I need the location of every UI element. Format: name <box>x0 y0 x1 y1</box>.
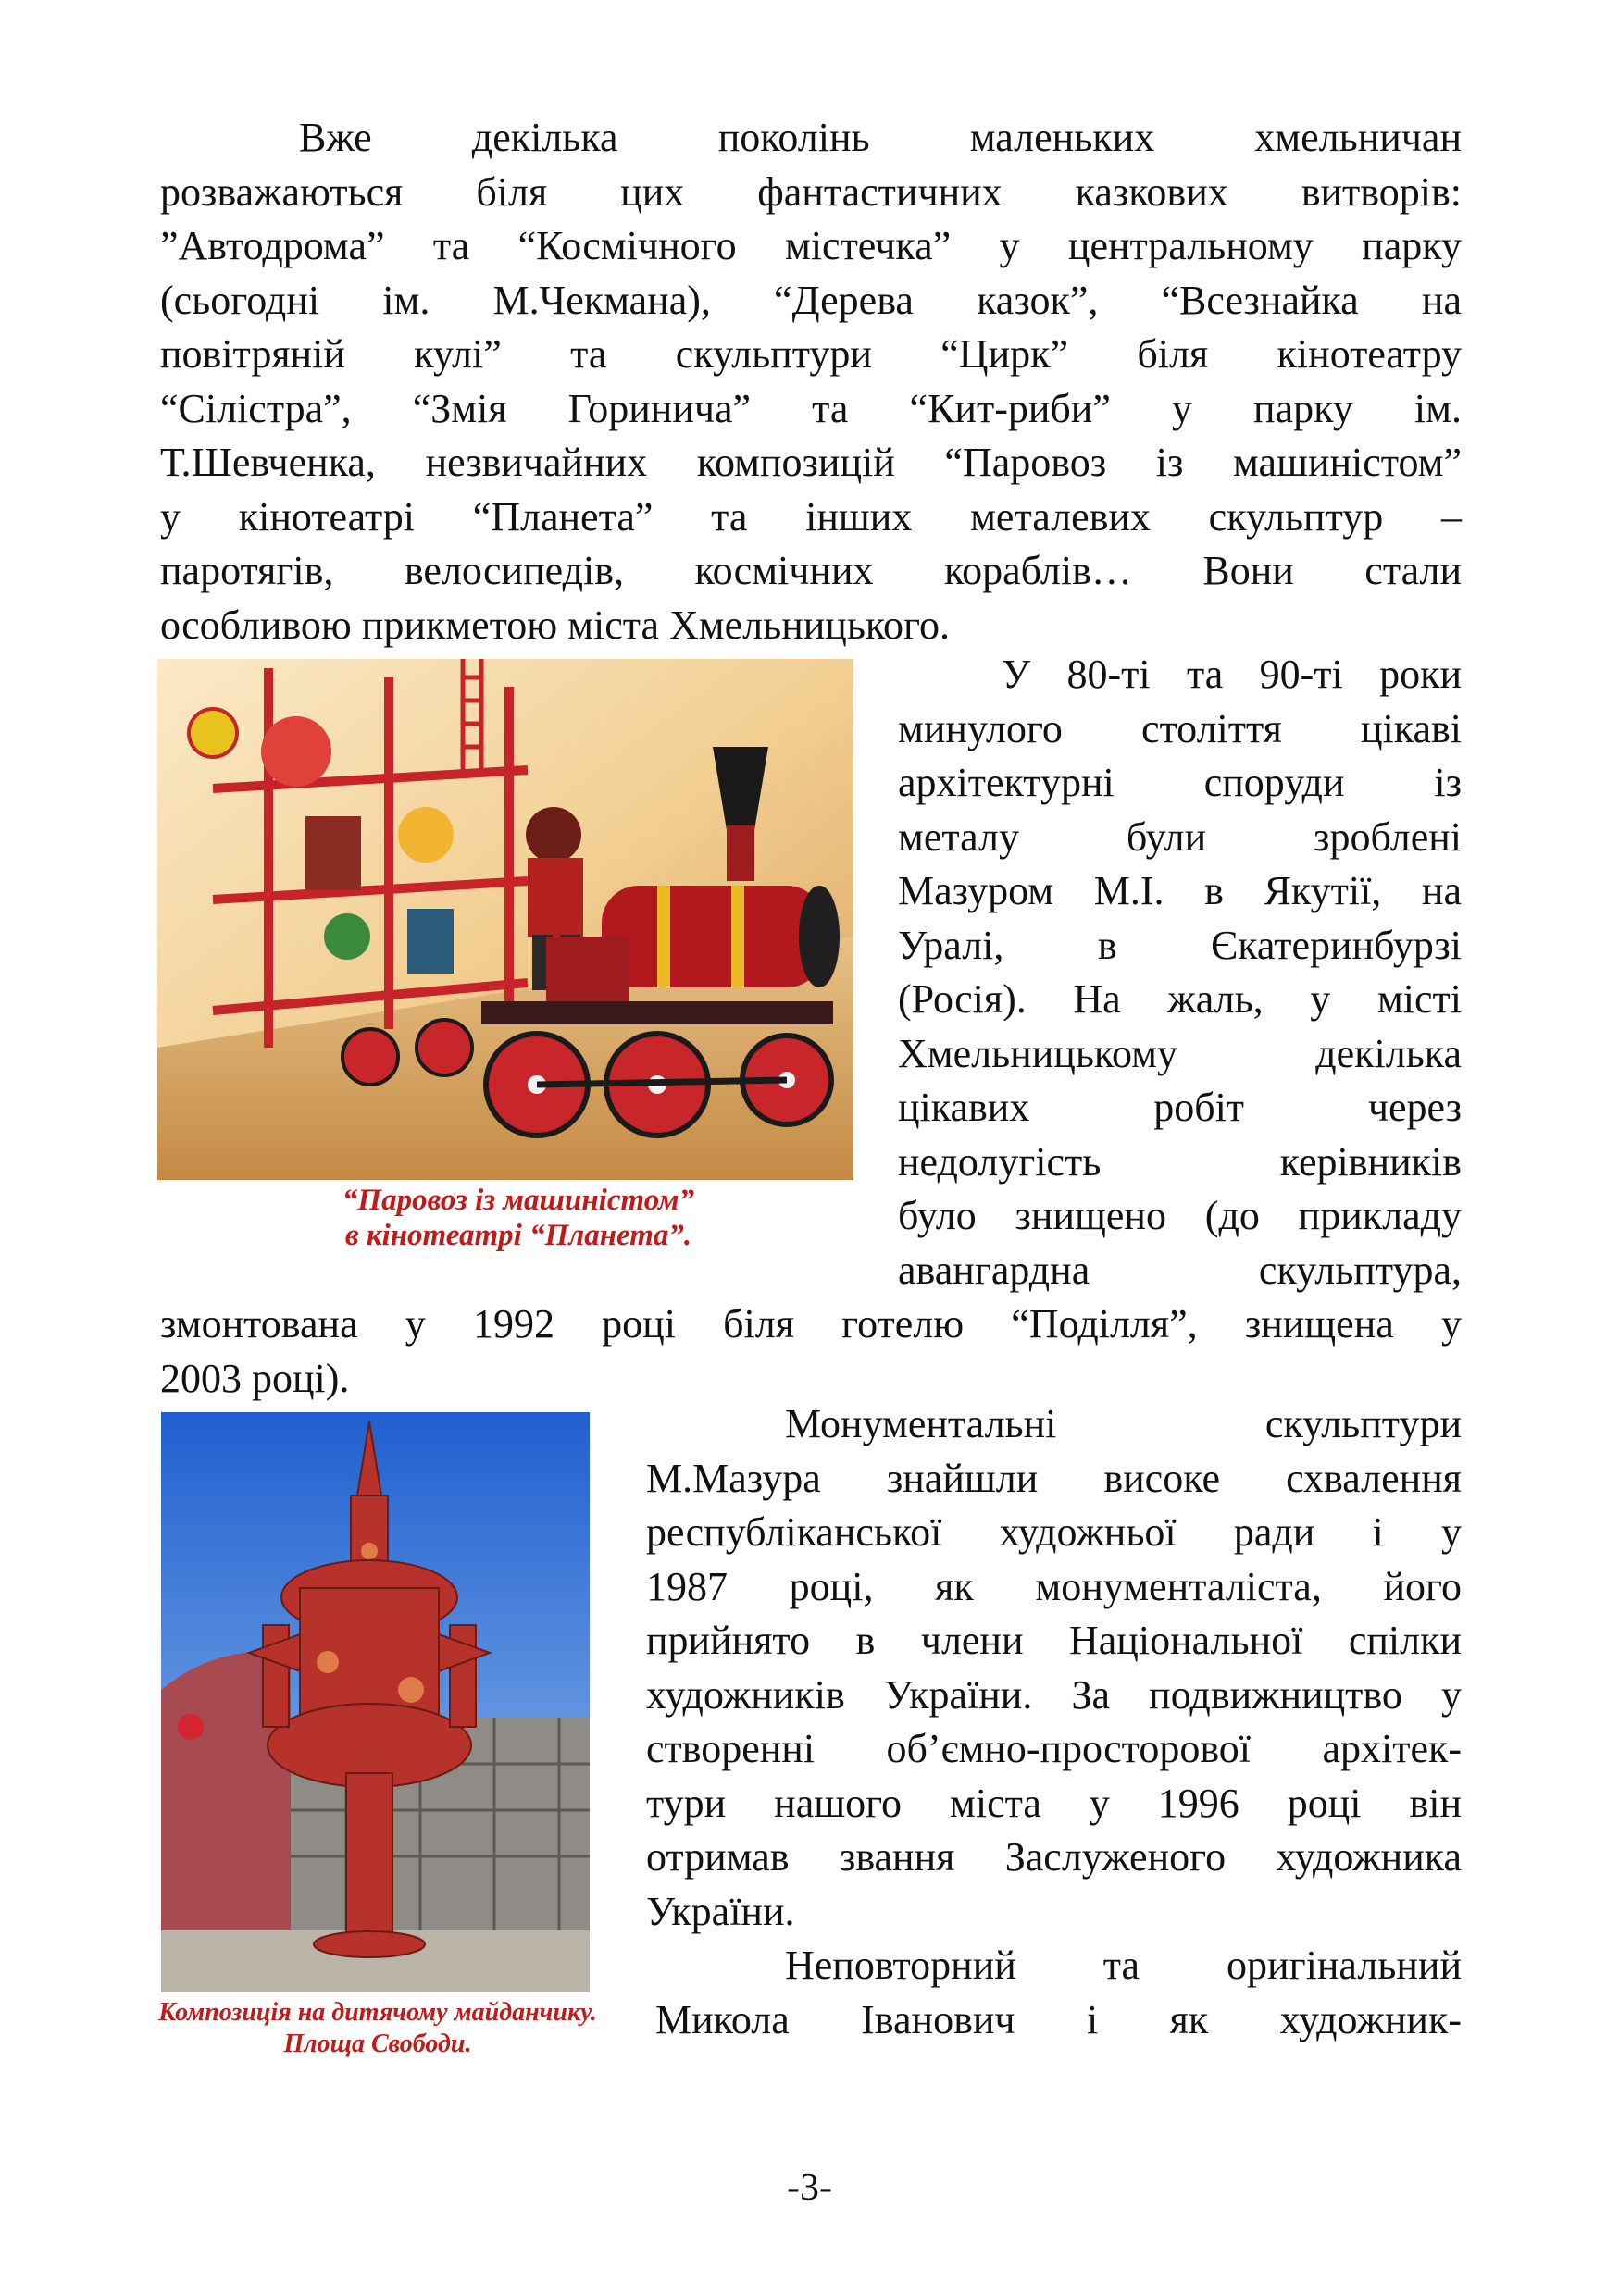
caption-line: в кінотеатрі “Планета”. <box>344 1219 692 1252</box>
text-line: республіканської художньої ради і у <box>646 1509 1462 1555</box>
text-line: змонтована у 1992 році біля готелю “Поділля”, знищена у <box>160 1301 1462 1347</box>
text-line: архітектурні споруди із <box>898 760 1462 805</box>
photo-playground-sculpture <box>161 1412 590 1992</box>
text-line: 1987 році, як монументаліста, його <box>646 1563 1462 1609</box>
sculpture-illustration <box>161 1412 590 1992</box>
paragraph-unique <box>646 1939 1462 2047</box>
text-line: Неповторний та оригінальний <box>785 1942 1462 1988</box>
text-line: художників України. За подвижництво у <box>646 1671 1462 1718</box>
text-line: цікавих робіт через <box>898 1085 1462 1130</box>
text-line: Т.Шевченка, незвичайних композицій “Паровоз із машиністом” <box>160 440 1462 485</box>
paragraph-intro <box>160 111 1462 652</box>
paragraph-architecture-continued <box>160 1297 1462 1406</box>
text-line: Хмельницькому декілька <box>898 1030 1462 1076</box>
text-line: прийнято в члени Національної спілки <box>646 1618 1462 1663</box>
text-line: Мазуром М.І. в Якутії, на <box>898 868 1462 913</box>
text-line: створенні об’ємно-просторової архітек- <box>646 1726 1462 1771</box>
paragraph-monumental <box>646 1397 1462 1939</box>
text-line: минулого століття цікаві <box>898 705 1462 751</box>
text-line: розважаються біля цих фантастичних казкових витворів: <box>160 168 1462 215</box>
text-line: Монументальні скульптури <box>785 1401 1462 1446</box>
text-line: М.Мазура знайшли високе схвалення <box>646 1455 1462 1501</box>
text-line: паротягів, велосипедів, космічних кораблів… Вони стали <box>160 548 1462 593</box>
text-line: недолугість керівників <box>898 1138 1462 1185</box>
text-line: Микола Іванович і як художник- <box>655 1996 1462 2042</box>
text-line: було знищено (до прикладу <box>898 1193 1462 1238</box>
text-line: 2003 році). <box>160 1355 350 1401</box>
caption-line: Площа Свободи. <box>283 2029 472 2058</box>
text-line: (Росія). На жаль, у місті <box>898 976 1462 1022</box>
locomotive-illustration <box>157 659 853 1180</box>
text-line: повітряній кулі” та скульптури “Цирк” біля кінотеатру <box>160 331 1462 377</box>
text-line: тури нашого міста у 1996 році він <box>646 1780 1462 1826</box>
text-line: У 80-ті та 90-ті роки <box>1002 652 1462 697</box>
text-line: отримав звання Заслуженого художника <box>646 1834 1462 1880</box>
text-line: “Сілістра”, “Змія Горинича” та “Кит-риби” у парку ім. <box>160 385 1462 431</box>
text-line: авангардна скульптура, <box>898 1247 1462 1293</box>
text-line: металу були зроблені <box>898 813 1462 860</box>
caption-locomotive <box>278 1183 759 1253</box>
text-line: особливою прикметою міста Хмельницького. <box>160 602 950 648</box>
text-line: Уралі, в Єкатеринбурзі <box>898 922 1462 968</box>
text-line: ”Автодрома” та “Космічного містечка” у центральному парку <box>160 223 1462 268</box>
text-line: України. <box>646 1888 795 1934</box>
text-line: (сьогодні ім. М.Чекмана), “Дерева казок”, “Всезнайка на <box>160 277 1462 323</box>
caption-line: “Паровоз із машиністом” <box>342 1184 695 1217</box>
photo-locomotive-sculpture <box>157 659 853 1180</box>
caption-line: Композиція на дитячому майданчику. <box>158 1998 597 2027</box>
page-number: -3- <box>787 2166 832 2209</box>
caption-playground-sculpture <box>137 1997 618 2060</box>
text-line: Вже декілька поколінь маленьких хмельничан <box>299 115 1462 160</box>
paragraph-architecture <box>898 648 1462 1297</box>
text-line: у кінотеатрі “Планета” та інших металевих скульптур – <box>160 493 1462 540</box>
